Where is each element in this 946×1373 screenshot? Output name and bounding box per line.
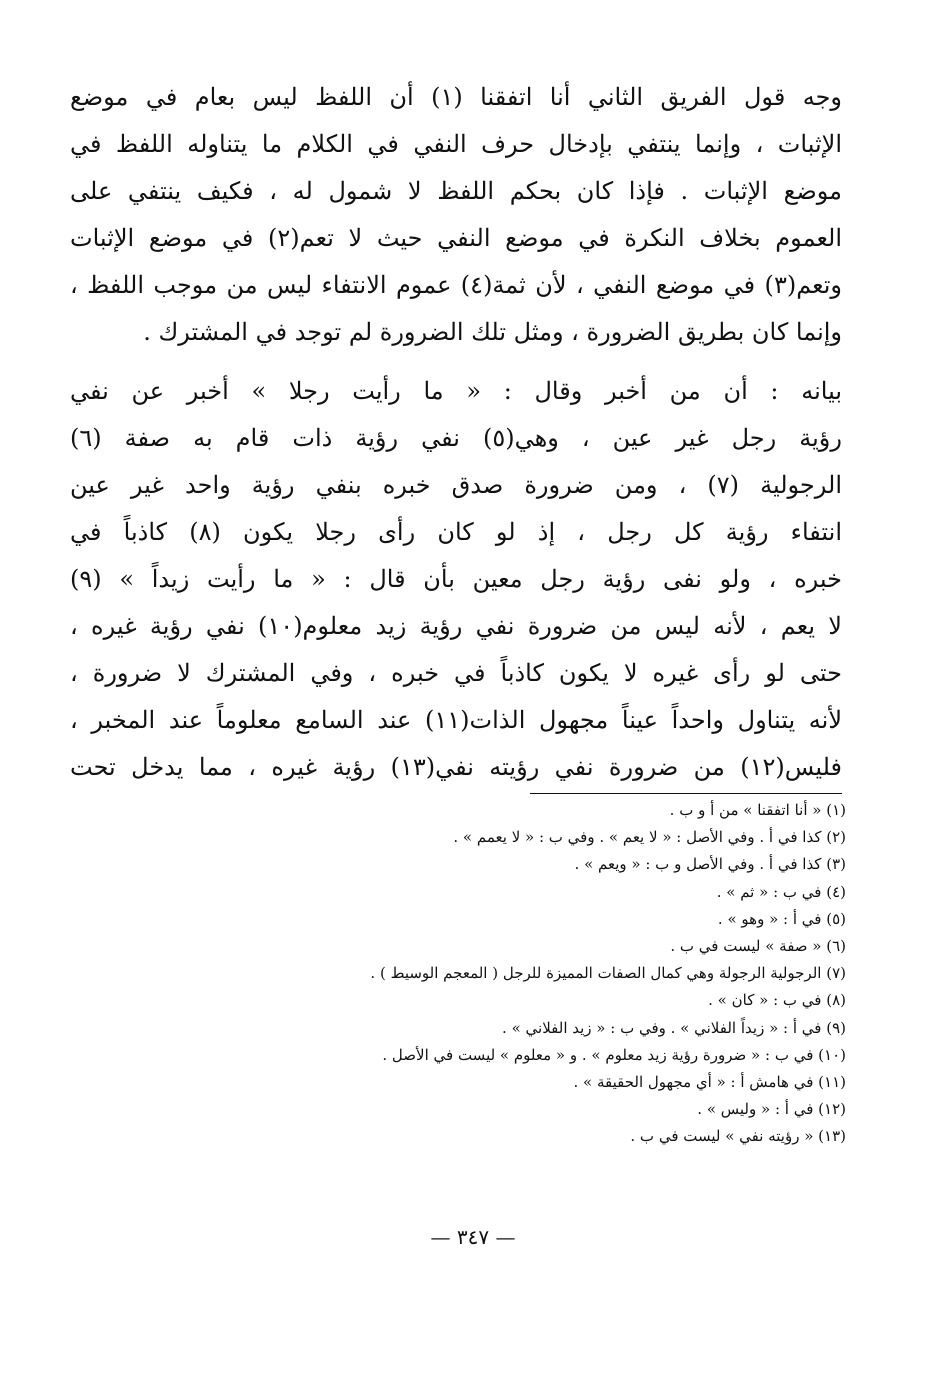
text-line: انتفاء رؤية كل رجل ، إذ لو كان رأى رجلا يكون (٨) كاذباً في [70,518,843,546]
text-line: لأنه يتناول واحداً عيناً مجهول الذات(١١) عند السامع معلوماً عند المخبر ، [70,706,843,734]
footnote: (٩) في أ : « زيداً الفلاني » . وفي ب : « زيد الفلاني » . [502,1018,846,1037]
footnotes [120,797,846,1150]
footnote: (٣) كذا في أ . وفي الأصل و ب : « ويعم » . [574,855,846,874]
text-line: الإثبات ، وإنما ينتفي بإدخال حرف النفي في الكلام ما يتناوله اللفظ في [70,130,842,158]
footnote: (٦) « صفة » ليست في ب . [670,936,846,955]
paragraph-1 [70,74,842,356]
text-line: وتعم(٣) في موضع النفي ، لأن ثمة(٤) عموم الانتفاء ليس من موجب اللفظ ، [70,271,843,299]
footnote: (٢) كذا في أ . وفي الأصل : « لا يعم » . وفي ب : « لا يعمم » . [453,828,846,847]
paragraph-2 [70,368,842,791]
footnote: (١٠) في ب : « ضرورة رؤية زيد معلوم » . و « معلوم » ليست في الأصل . [382,1045,846,1064]
footnote: (١١) في هامش أ : « أي مجهول الحقيقة » . [573,1072,846,1091]
footnote: (١) « أنا اتفقنا » من أ و ب . [669,801,846,819]
text-line: حتى لو رأى غيره لا يكون كاذباً في خبره ، وفي المشترك لا ضرورة ، [70,659,842,687]
footnote: (٤) في ب : « ثم » . [716,882,846,901]
text-line: رؤية رجل غير عين ، وهي(٥) نفي رؤية ذات قام به صفة (٦) [70,424,842,452]
text-line: لا يعم ، لأنه ليس من ضرورة نفي رؤية زيد معلوم(١٠) نفي رؤية غيره ، [70,612,842,640]
footnote: (١٢) في أ : « وليس » . [697,1100,846,1119]
text-line: العموم بخلاف النكرة في موضع النفي حيث لا تعم(٢) في موضع الإثبات [70,224,843,252]
footnote-separator [530,793,842,794]
text-line: بيانه : أن من أخبر وقال : « ما رأيت رجلا » أخبر عن نفي [70,377,842,405]
footnote: (٨) في ب : « كان » . [708,991,846,1010]
text-line: وجه قول الفريق الثاني أنا اتفقنا (١) أن اللفظ ليس بعام في موضع [70,83,842,111]
text-line: وإنما كان بطريق الضرورة ، ومثل تلك الضرورة لم توجد في المشترك . [143,318,842,346]
text-line: الرجولية (٧) ، ومن ضرورة صدق خبره بنفي رؤية واحد غير عين [70,471,842,499]
page-number: — ٣٤٧ — [430,1225,516,1249]
footnote: (٥) في أ : « وهو » . [717,909,846,928]
text-line: فليس(١٢) من ضرورة نفي رؤيته نفي(١٣) رؤية غيره ، مما يدخل تحت [70,753,842,781]
footnote: (٧) الرجولية الرجولة وهي كمال الصفات المميزة للرجل ( المعجم الوسيط ) . [370,964,846,983]
text-line: موضع الإثبات . فإذا كان بحكم اللفظ لا شمول له ، فكيف ينتفي على [70,177,842,205]
text-line: خبره ، ولو نفى رؤية رجل معين بأن قال : « ما رأيت زيداً » (٩) [70,565,842,593]
footnote: (١٣) « رؤيته نفي » ليست في ب . [630,1127,846,1146]
